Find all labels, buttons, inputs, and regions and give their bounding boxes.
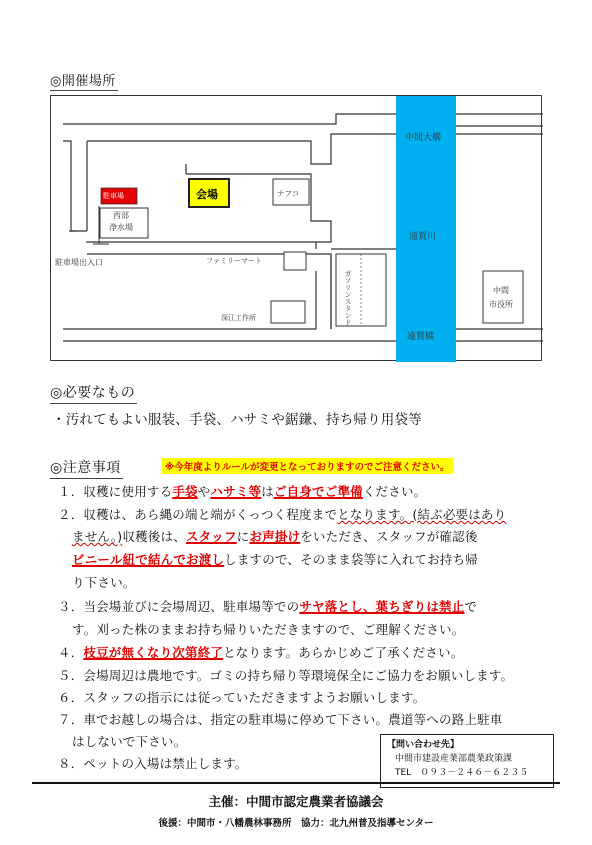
caution-item-6: ６．スタッフの指示には従っていただきますようお願いします。	[58, 690, 426, 705]
caution-item-8: ８．ペットの入場は禁止します。	[58, 756, 248, 771]
caution-item-1: １．収穫に使用する手袋やハサミ等はご自身でご準備ください。	[58, 484, 427, 499]
caution-item-7-line2: はしないで下さい。	[72, 734, 187, 749]
caution-item-7-line1: ７．車でお越しの場合は、指定の駐車場に停めて下さい。農道等への路上駐車	[58, 712, 503, 727]
caution-item-2-line2: ません。)収穫後は、スタッフにお声掛けをいただき、スタッフが確認後	[72, 529, 478, 544]
city-hall-label: 中間 市役所	[489, 286, 513, 309]
nafuko-label: ナフコ	[277, 189, 300, 198]
rule-change-notice: ※今年度よりルールが変更となっておりますのでご注意ください。	[162, 458, 453, 474]
host-line: 主催：中間市認定農業者協議会	[208, 794, 384, 809]
footer-divider	[32, 782, 560, 784]
caution-item-2-line3: ビニール紐で結んでお渡ししますので、そのまま袋等に入れてお持ち帰	[72, 552, 478, 567]
needs-title: ◎必要なもの	[50, 382, 137, 404]
venue-map	[50, 95, 542, 361]
contact-org: 中間市建設産業部農業政策課	[395, 754, 513, 764]
fukae-label: 深江工作所	[221, 314, 256, 322]
road-top-left	[63, 114, 396, 124]
caution-item-3-line1: ３．当会場並びに会場周辺、駐車場等でのサヤ落とし、葉ちぎりは禁止で	[58, 599, 478, 614]
bridge-top-label: 中間大橋	[405, 133, 442, 143]
parking-entrance-label: 駐車場出入口	[55, 258, 103, 267]
bridge-bottom-label: 遠賀橋	[407, 332, 435, 342]
contact-tel: TEL ０９３－２４６－６２３５	[395, 768, 529, 778]
caution-item-2-line1: ２．収穫は、あら縄の端と端がくっつく程度までとなります。(結ぶ必要はあり	[58, 507, 507, 522]
support-line: 後援：中間市・八幡農林事務所 協力：北九州普及指導センター	[158, 818, 434, 829]
caution-item-2-line4: り下さい。	[72, 575, 136, 590]
venue-section-title: ◎開催場所	[50, 70, 118, 91]
needs-text: ・汚れてもよい服装、手袋、ハサミや鋸鎌、持ち帰り用袋等	[52, 412, 422, 428]
contact-box	[380, 734, 554, 788]
caution-item-4: ４．枝豆が無くなり次第終了となります。あらかじめご了承ください。	[58, 645, 464, 660]
west-water-label: 西部 浄水場	[109, 211, 133, 232]
caution-item-3-line2: す。刈った株のままお持ち帰りいただきますので、ご理解ください。	[72, 622, 465, 637]
river-label: 遠賀川	[409, 232, 437, 242]
fukae-box	[271, 301, 305, 323]
venue-label: 会場	[196, 188, 218, 201]
cautions-title: ◎注意事項	[50, 457, 123, 479]
gas-station-label: ガソリンスタンド	[344, 270, 352, 326]
contact-title: 【問い合わせ先】	[387, 740, 460, 750]
caution-item-5: ５．会場周辺は農地です。ゴミの持ち帰り等環境保全にご協力をお願いします。	[58, 668, 514, 683]
parking-label: 駐車場	[103, 192, 124, 200]
familymart-label: ファミリーマート	[206, 257, 262, 265]
familymart-box	[284, 252, 306, 270]
